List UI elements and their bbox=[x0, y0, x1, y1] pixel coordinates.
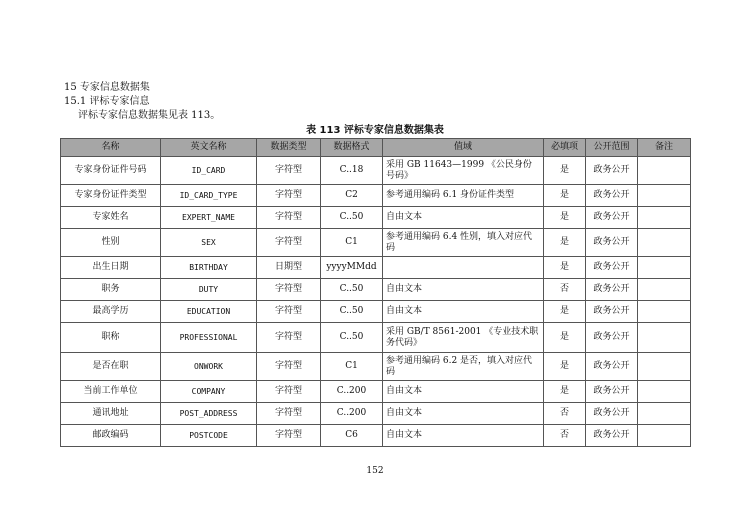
disclosure-scope-cell: 政务公开 bbox=[586, 279, 638, 301]
name-cell: 职务 bbox=[61, 279, 161, 301]
page-number: 152 bbox=[366, 466, 384, 476]
required-cell: 是 bbox=[544, 381, 586, 403]
remarks-cell bbox=[638, 425, 691, 447]
remarks-cell bbox=[638, 403, 691, 425]
data-type-cell: 字符型 bbox=[257, 157, 321, 185]
data-format-cell: C1 bbox=[321, 353, 383, 381]
english-name-cell: SEX bbox=[161, 229, 257, 257]
value-domain-cell: 采用 GB/T 8561-2001 《专业技术职务代码》 bbox=[383, 323, 544, 353]
remarks-cell bbox=[638, 301, 691, 323]
english-name-cell: ID_CARD_TYPE bbox=[161, 185, 257, 207]
table-body bbox=[61, 157, 691, 447]
english-name-cell: ONWORK bbox=[161, 353, 257, 381]
english-name-cell: EXPERT_NAME bbox=[161, 207, 257, 229]
disclosure-scope-cell: 政务公开 bbox=[586, 229, 638, 257]
data-format-cell: C..50 bbox=[321, 323, 383, 353]
data-type-cell: 字符型 bbox=[257, 381, 321, 403]
name-cell: 专家身份证件号码 bbox=[61, 157, 161, 185]
data-format-cell: C..50 bbox=[321, 207, 383, 229]
required-cell: 否 bbox=[544, 403, 586, 425]
table-row bbox=[61, 207, 691, 229]
remarks-cell bbox=[638, 353, 691, 381]
disclosure-scope-cell: 政务公开 bbox=[586, 353, 638, 381]
data-type-cell: 字符型 bbox=[257, 279, 321, 301]
name-cell: 邮政编码 bbox=[61, 425, 161, 447]
remarks-cell bbox=[638, 207, 691, 229]
required-cell: 是 bbox=[544, 157, 586, 185]
required-cell: 是 bbox=[544, 229, 586, 257]
table-row bbox=[61, 257, 691, 279]
name-cell: 通讯地址 bbox=[61, 403, 161, 425]
table-header-row bbox=[61, 139, 691, 157]
table-row bbox=[61, 353, 691, 381]
name-cell: 当前工作单位 bbox=[61, 381, 161, 403]
data-format-cell: C..200 bbox=[321, 403, 383, 425]
name-cell: 专家身份证件类型 bbox=[61, 185, 161, 207]
data-format-cell: C2 bbox=[321, 185, 383, 207]
value-domain-cell: 自由文本 bbox=[383, 207, 544, 229]
header-col-remarks: 备注 bbox=[638, 139, 691, 157]
disclosure-scope-cell: 政务公开 bbox=[586, 301, 638, 323]
required-cell: 是 bbox=[544, 257, 586, 279]
remarks-cell bbox=[638, 229, 691, 257]
value-domain-cell bbox=[383, 257, 544, 279]
data-format-cell: C..200 bbox=[321, 381, 383, 403]
disclosure-scope-cell: 政务公开 bbox=[586, 185, 638, 207]
value-domain-cell: 自由文本 bbox=[383, 425, 544, 447]
required-cell: 否 bbox=[544, 279, 586, 301]
data-type-cell: 字符型 bbox=[257, 185, 321, 207]
value-domain-cell: 自由文本 bbox=[383, 403, 544, 425]
table-row bbox=[61, 301, 691, 323]
header-col-disclosure-scope: 公开范围 bbox=[586, 139, 638, 157]
table-caption: 表 113 评标专家信息数据集表 bbox=[306, 125, 444, 136]
disclosure-scope-cell: 政务公开 bbox=[586, 207, 638, 229]
required-cell: 是 bbox=[544, 207, 586, 229]
data-type-cell: 字符型 bbox=[257, 229, 321, 257]
remarks-cell bbox=[638, 323, 691, 353]
remarks-cell bbox=[638, 157, 691, 185]
table-row bbox=[61, 403, 691, 425]
value-domain-cell: 自由文本 bbox=[383, 381, 544, 403]
table-row bbox=[61, 425, 691, 447]
data-type-cell: 字符型 bbox=[257, 207, 321, 229]
name-cell: 性别 bbox=[61, 229, 161, 257]
english-name-cell: COMPANY bbox=[161, 381, 257, 403]
name-cell: 是否在职 bbox=[61, 353, 161, 381]
remarks-cell bbox=[638, 257, 691, 279]
value-domain-cell: 自由文本 bbox=[383, 301, 544, 323]
remarks-cell bbox=[638, 381, 691, 403]
english-name-cell: BIRTHDAY bbox=[161, 257, 257, 279]
intro-text: 评标专家信息数据集见表 113。 bbox=[78, 110, 221, 121]
english-name-cell: POST_ADDRESS bbox=[161, 403, 257, 425]
table-row bbox=[61, 323, 691, 353]
required-cell: 是 bbox=[544, 323, 586, 353]
table-row bbox=[61, 157, 691, 185]
required-cell: 是 bbox=[544, 353, 586, 381]
data-table bbox=[60, 138, 691, 447]
data-type-cell: 字符型 bbox=[257, 301, 321, 323]
disclosure-scope-cell: 政务公开 bbox=[586, 257, 638, 279]
table-row bbox=[61, 279, 691, 301]
remarks-cell bbox=[638, 279, 691, 301]
subsection-heading: 15.1 评标专家信息 bbox=[64, 96, 150, 107]
disclosure-scope-cell: 政务公开 bbox=[586, 425, 638, 447]
english-name-cell: ID_CARD bbox=[161, 157, 257, 185]
value-domain-cell: 参考通用编码 6.1 身份证件类型 bbox=[383, 185, 544, 207]
header-col-value-domain: 值域 bbox=[383, 139, 544, 157]
remarks-cell bbox=[638, 185, 691, 207]
header-col-name: 名称 bbox=[61, 139, 161, 157]
data-type-cell: 字符型 bbox=[257, 353, 321, 381]
english-name-cell: DUTY bbox=[161, 279, 257, 301]
data-type-cell: 字符型 bbox=[257, 403, 321, 425]
data-format-cell: C..50 bbox=[321, 301, 383, 323]
data-format-cell: C6 bbox=[321, 425, 383, 447]
disclosure-scope-cell: 政务公开 bbox=[586, 157, 638, 185]
name-cell: 专家姓名 bbox=[61, 207, 161, 229]
english-name-cell: PROFESSIONAL bbox=[161, 323, 257, 353]
name-cell: 最高学历 bbox=[61, 301, 161, 323]
disclosure-scope-cell: 政务公开 bbox=[586, 323, 638, 353]
header-col-data-type: 数据类型 bbox=[257, 139, 321, 157]
table-row bbox=[61, 229, 691, 257]
data-format-cell: C1 bbox=[321, 229, 383, 257]
value-domain-cell: 参考通用编码 6.4 性别，填入对应代码 bbox=[383, 229, 544, 257]
data-format-cell: C..18 bbox=[321, 157, 383, 185]
required-cell: 否 bbox=[544, 425, 586, 447]
required-cell: 是 bbox=[544, 301, 586, 323]
name-cell: 职称 bbox=[61, 323, 161, 353]
english-name-cell: EDUCATION bbox=[161, 301, 257, 323]
data-type-cell: 字符型 bbox=[257, 323, 321, 353]
table-row bbox=[61, 381, 691, 403]
value-domain-cell: 参考通用编码 6.2 是否，填入对应代码 bbox=[383, 353, 544, 381]
value-domain-cell: 采用 GB 11643—1999 《公民身份号码》 bbox=[383, 157, 544, 185]
data-type-cell: 日期型 bbox=[257, 257, 321, 279]
name-cell: 出生日期 bbox=[61, 257, 161, 279]
section-heading: 15 专家信息数据集 bbox=[64, 82, 150, 93]
data-type-cell: 字符型 bbox=[257, 425, 321, 447]
header-col-required: 必填项 bbox=[544, 139, 586, 157]
value-domain-cell: 自由文本 bbox=[383, 279, 544, 301]
table-row bbox=[61, 185, 691, 207]
header-col-data-format: 数据格式 bbox=[321, 139, 383, 157]
disclosure-scope-cell: 政务公开 bbox=[586, 403, 638, 425]
required-cell: 是 bbox=[544, 185, 586, 207]
data-format-cell: yyyyMMdd bbox=[321, 257, 383, 279]
english-name-cell: POSTCODE bbox=[161, 425, 257, 447]
header-col-english-name: 英文名称 bbox=[161, 139, 257, 157]
disclosure-scope-cell: 政务公开 bbox=[586, 381, 638, 403]
data-format-cell: C..50 bbox=[321, 279, 383, 301]
